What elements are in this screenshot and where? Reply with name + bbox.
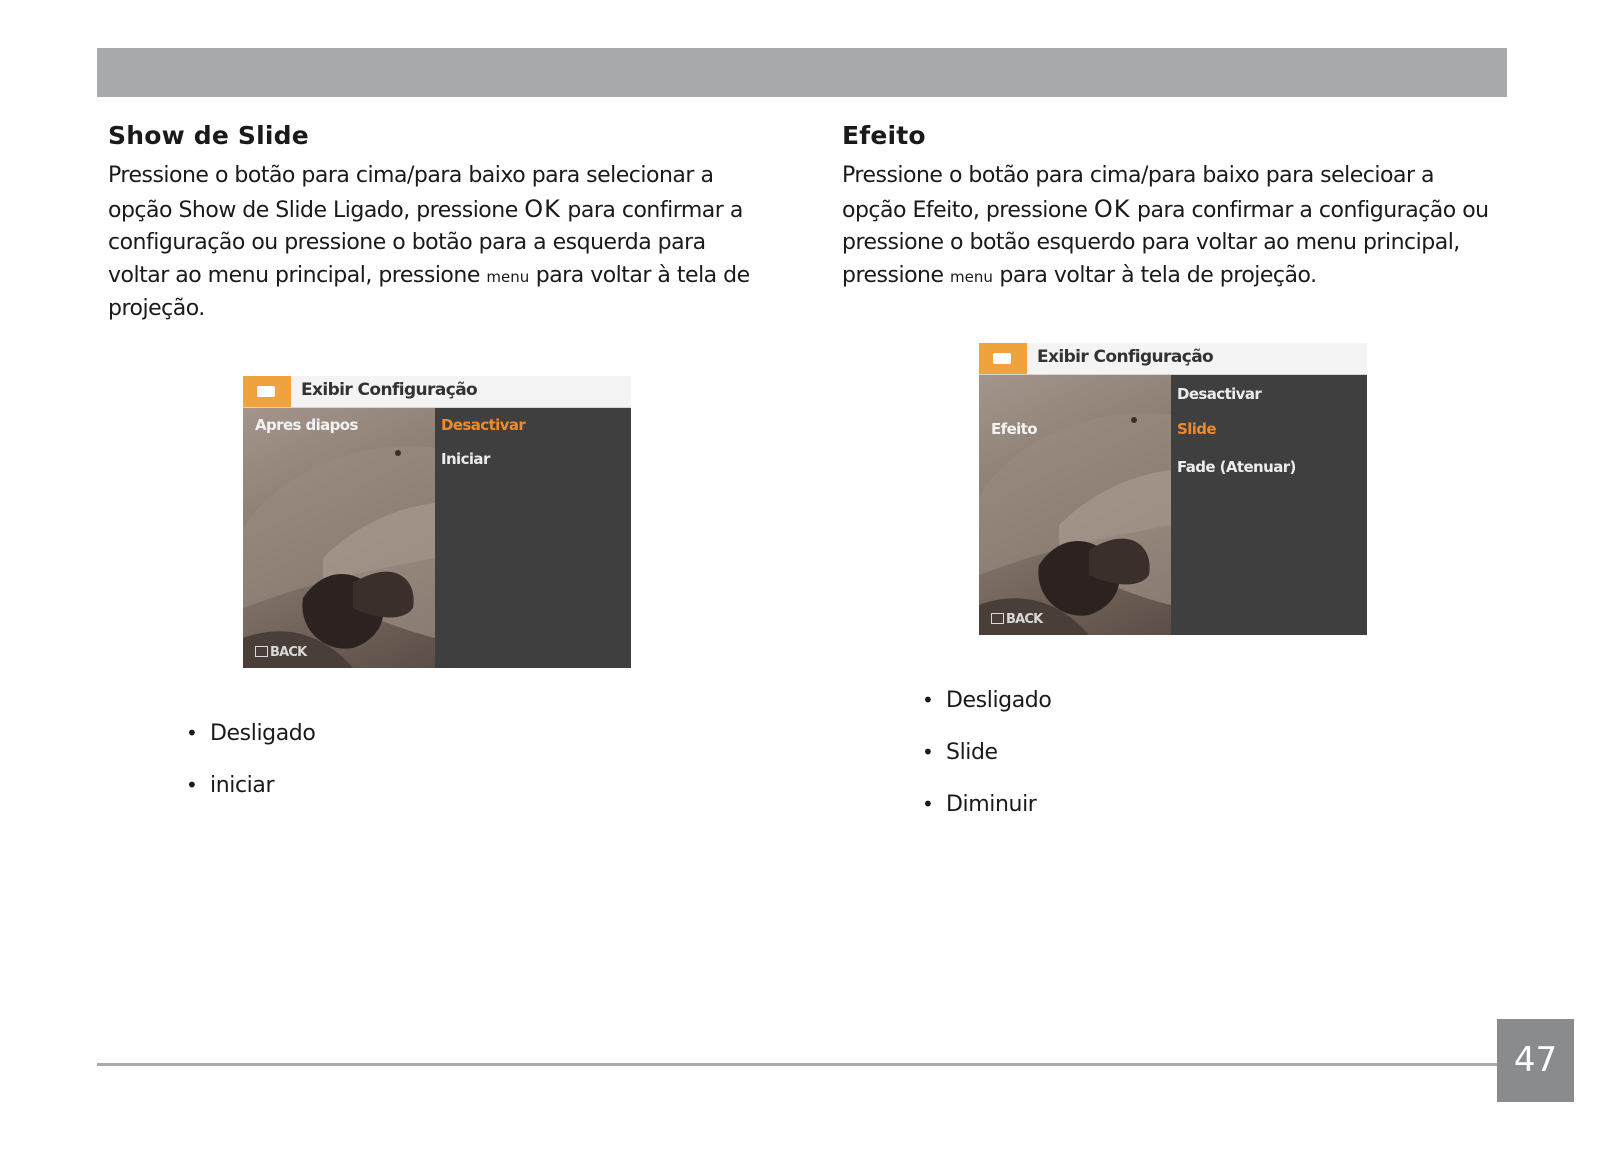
section-show-de-slide [108,121,768,326]
playback-tab [243,376,291,407]
header-bar [97,48,1507,97]
list-item: • iniciar [186,770,315,822]
flower-image [979,375,1171,635]
camera-screen-slideshow [243,376,631,668]
ok-key-symbol: OK [524,194,561,223]
screen-header [979,343,1367,375]
section-efeito [842,121,1502,293]
option-desactivar: Desactivar [1177,385,1262,403]
back-hint: BACK [255,645,306,660]
playback-tab [979,343,1027,374]
section-title: Show de Slide [108,121,309,150]
screen-header [243,376,631,408]
section-title: Efeito [842,121,926,150]
list-item: • Diminuir [922,789,1051,841]
list-item: • Desligado [186,718,315,770]
option-desactivar: Desactivar [441,416,526,434]
preview-photo [243,408,435,668]
playback-icon [993,353,1011,364]
playback-icon [257,386,275,397]
back-icon [255,646,268,657]
ok-key-symbol: OK [1093,194,1131,223]
list-item: • Desligado [922,685,1051,737]
preview-photo [979,375,1171,635]
screen-header-title: Exibir Configuração [1037,347,1214,367]
option-list [1177,375,1367,635]
screen-header-title: Exibir Configuração [301,380,478,400]
bullet-list-effect [922,685,1051,841]
back-icon [991,613,1004,624]
menu-key-symbol: menu [486,267,530,286]
menu-key-symbol: menu [950,267,993,286]
section-description: Pressione o botão para cima/para baixo para selecioar a opção Efeito, pressione OK para confirmar a configuração ou pressione o botão esquerdo para voltar ao menu principal, pressione menu para voltar à tela de projeção. [842,163,1489,288]
flower-image [243,408,435,668]
camera-screen-effect [979,343,1367,635]
option-slide: Slide [1177,420,1216,438]
option-list [441,408,631,668]
option-fade: Fade (Atenuar) [1177,458,1296,476]
option-iniciar: Iniciar [441,450,490,468]
setting-label: Efeito [991,420,1037,438]
list-item: • Slide [922,737,1051,789]
footer-rule [97,1063,1497,1066]
section-description: Pressione o botão para cima/para baixo para selecionar a opção Show de Slide Ligado, pressione OK para confirmar a configuração ou pressione o botão para a esquerda para voltar ao menu principal, pressione menu para voltar à tela de projeção. [108,163,750,322]
setting-label: Apres diapos [255,416,358,434]
back-hint: BACK [991,612,1042,627]
bullet-list-slideshow [186,718,315,822]
page-number: 47 [1497,1019,1574,1102]
